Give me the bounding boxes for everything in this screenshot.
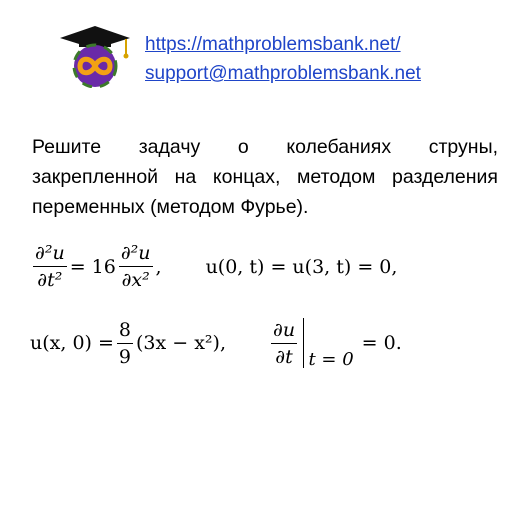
ic1-denominator: 9 (118, 345, 131, 368)
evaluation-bar (303, 318, 304, 368)
wave-lhs-denominator: ∂t² (37, 269, 63, 291)
wave-equation-line (30, 242, 397, 291)
ic2-subscript: t = 0 (308, 348, 354, 370)
wave-lhs-numerator: ∂²u (33, 242, 67, 267)
wave-coefficient: = 16 (69, 255, 116, 278)
ic1-rhs: (3x − x²), (136, 332, 226, 354)
problem-statement: Решите задачу о колебаниях струны, закрепленной на концах, методом разделения переменных (методом Фурье). (32, 136, 498, 218)
support-email-link[interactable]: support@mathproblemsbank.net (145, 63, 421, 84)
ic1-fraction (117, 319, 133, 368)
site-link[interactable]: https://mathproblemsbank.net/ (145, 34, 401, 55)
wave-rhs-numerator: ∂²u (119, 242, 153, 267)
site-logo (58, 24, 132, 88)
ic2-numerator: ∂u (271, 319, 297, 344)
ic2-denominator: ∂t (275, 345, 293, 368)
initial-conditions-line (30, 318, 402, 368)
wave-rhs-fraction (119, 242, 153, 291)
wave-comma: , (155, 255, 162, 278)
ic2-fraction (271, 319, 297, 368)
wave-rhs-denominator: ∂x² (121, 269, 150, 291)
boundary-conditions: u(0, t) = u(3, t) = 0, (205, 255, 398, 278)
ic1-numerator: 8 (117, 319, 133, 344)
wave-lhs-fraction (33, 242, 67, 291)
header-links (145, 30, 421, 88)
ic1-lhs: u(x, 0) = (30, 332, 114, 354)
ic2-rhs: = 0. (361, 332, 402, 354)
